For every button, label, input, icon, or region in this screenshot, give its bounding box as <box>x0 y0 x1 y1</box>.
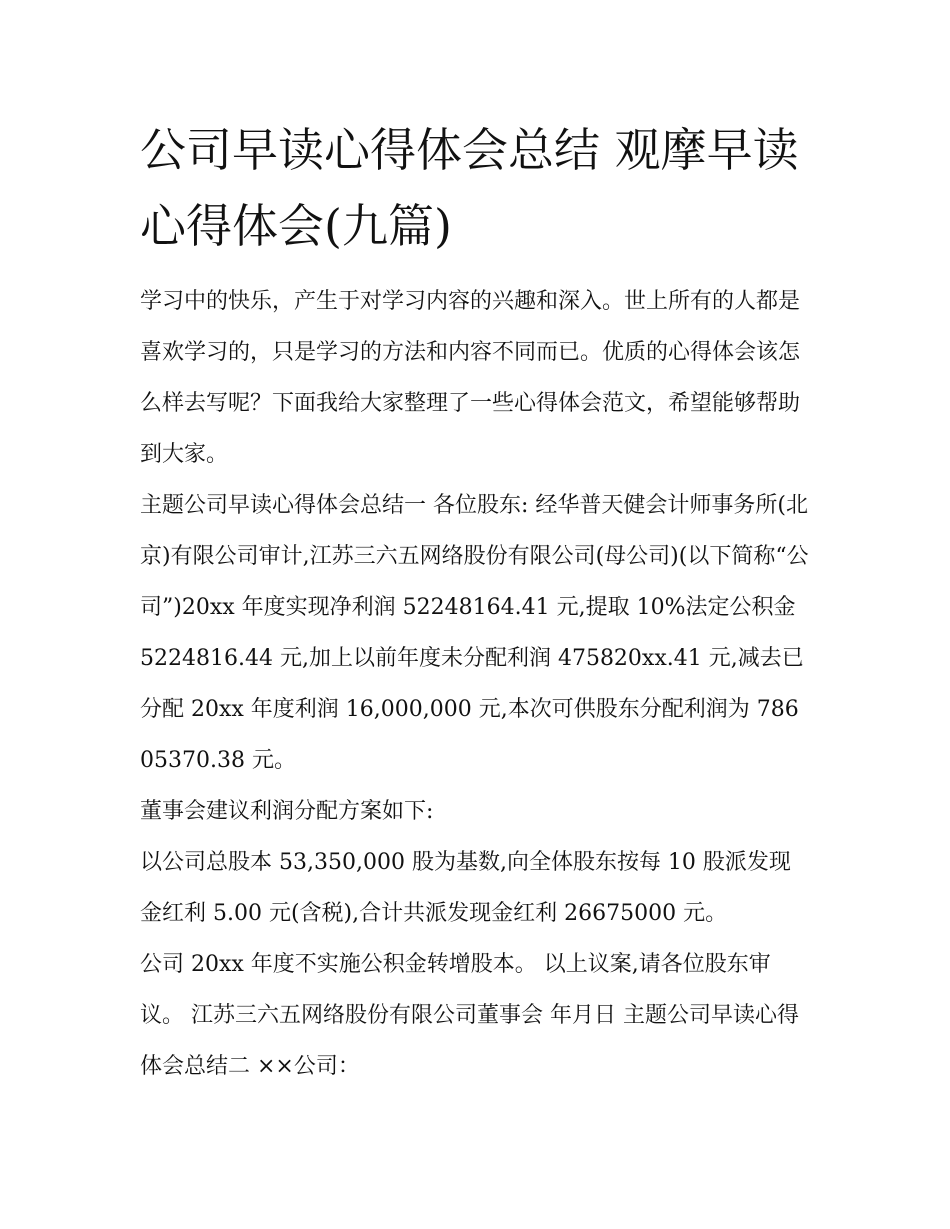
intro-paragraph: 学习中的快乐，产生于对学习内容的兴趣和深入。世上所有的人都是喜欢学习的，只是学习的方法和内容不同而已。优质的心得体会该怎么样去写呢？下面我给大家整理了一些心得体会范文，希望能够帮助到大家。 <box>140 289 801 467</box>
document-body <box>140 276 812 1092</box>
proposal-heading-paragraph: 董事会建议利润分配方案如下: <box>140 799 434 824</box>
dividend-paragraph: 以公司总股本 53,350,000 股为基数,向全体股东按每 10 股派发现金红利 5.00 元(含税),合计共派发现金红利 26675000 元。 <box>140 850 791 926</box>
closing-paragraph: 公司 20xx 年度不实施公积金转增股本。 以上议案,请各位股东审议。 江苏三六五网络股份有限公司董事会 年月日 主题公司早读心得体会总结二 ××公司： <box>140 952 799 1079</box>
report-paragraph: 主题公司早读心得体会总结一 各位股东: 经华普天健会计师事务所(北京)有限公司审计,江苏三六五网络股份有限公司(母公司)(以下简称“公司”)20xx 年度实现净利润 52248164.41 元,提取 10%法定公积金 5224816.44 元,加上以前年度未分配利润 475820xx.41 元,减去已分配 20xx 年度利润 16,000,000 元,本次可供股东分配利润为 78605370.38 元。 <box>140 493 809 773</box>
document-title: 公司早读心得体会总结 观摩早读心得体会(九篇) <box>140 123 799 253</box>
